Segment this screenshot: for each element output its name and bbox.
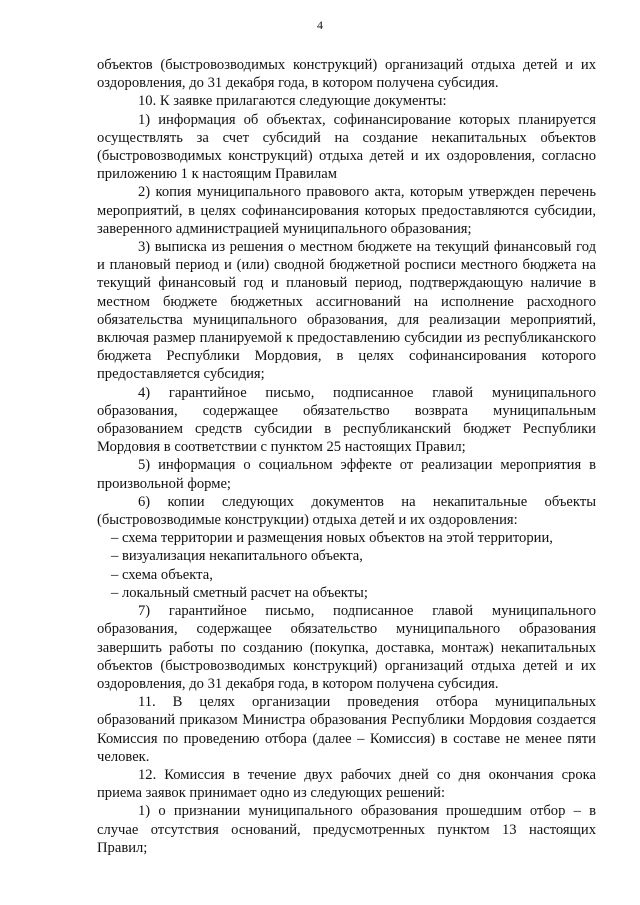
list-item: – визуализация некапитального объекта, <box>111 548 363 565</box>
document-body <box>97 56 596 857</box>
paragraph-item-12: 12. Комиссия в течение двух рабочих дней со дня окончания срока приема заявок принимает одно из следующих решений: <box>97 766 596 802</box>
paragraph-item-10: 10. К заявке прилагаются следующие документы: <box>138 93 447 110</box>
paragraph-continuation: объектов (быстровозводимых конструкций) организаций отдыха детей и их оздоровления, до 31 декабря года, в котором получена субсидия. <box>97 57 596 92</box>
paragraph-subitem-4: 4) гарантийное письмо, подписанное главой муниципального образования, содержащее обязательство возврата муниципальным образованием средств субсидии в республиканский бюджет Республики Мордовия в соответствии с пунктом 25 настоящих Правил; <box>97 384 596 456</box>
page-number: 4 <box>317 18 323 32</box>
paragraph-subitem-6: 6) копии следующих документов на некапитальные объекты (быстровозводимые конструкции) отдыха детей и их оздоровления: <box>97 493 596 529</box>
paragraph-subitem-2: 2) копия муниципального правового акта, которым утвержден перечень мероприятий, в целях софинансирования которых предоставляются субсидии, заверенного администрацией муниципального образования; <box>97 184 596 237</box>
paragraph-subitem-3: 3) выписка из решения о местном бюджете на текущий финансовый год и плановый период и (или) сводной бюджетной росписи местного бюджета на текущий финансовый год и плановый период, подтверждающую наличие в местном бюджете бюджетных ассигнований на исполнение расходного обязательства муниципального образования, для реализации мероприятий, включая размер планируемой к предоставлению субсидии из республиканского бюджета Республики Мордовия, в целях софинансирования которого предоставляется субсидия; <box>97 239 596 383</box>
paragraph-subitem-1: 1) информация об объектах, софинансирование которых планируется осуществлять за счет субсидий на создание некапитальных объектов (быстровозводимых конструкций) отдыха детей и их оздоровления, согласно приложению 1 к настоящим Правилам <box>97 111 596 183</box>
list-item: – локальный сметный расчет на объекты; <box>111 584 368 601</box>
paragraph-subitem-7: 7) гарантийное письмо, подписанное главой муниципального образования, содержащее обязательство муниципального образования завершить работы по созданию (покупка, доставка, монтаж) некапитальных объектов (быстровозводимых конструкций) организаций отдыха детей и их оздоровления, до 31 декабря года, в котором получена субсидия. <box>97 603 596 692</box>
paragraph-subitem-5: 5) информация о социальном эффекте от реализации мероприятия в произвольной форме; <box>97 457 596 492</box>
list-item: – схема объекта, <box>111 566 213 583</box>
list-item: – схема территории и размещения новых объектов на этой территории, <box>111 530 553 547</box>
paragraph-decision-1: 1) о признании муниципального образования прошедшим отбор – в случае отсутствия оснований, предусмотренных пунктом 13 настоящих Правил; <box>97 803 596 856</box>
paragraph-item-11: 11. В целях организации проведения отбора муниципальных образований приказом Министра образования Республики Мордовия создается Комиссия по проведению отбора (далее – Комиссия) в составе не менее пяти человек. <box>97 694 596 765</box>
